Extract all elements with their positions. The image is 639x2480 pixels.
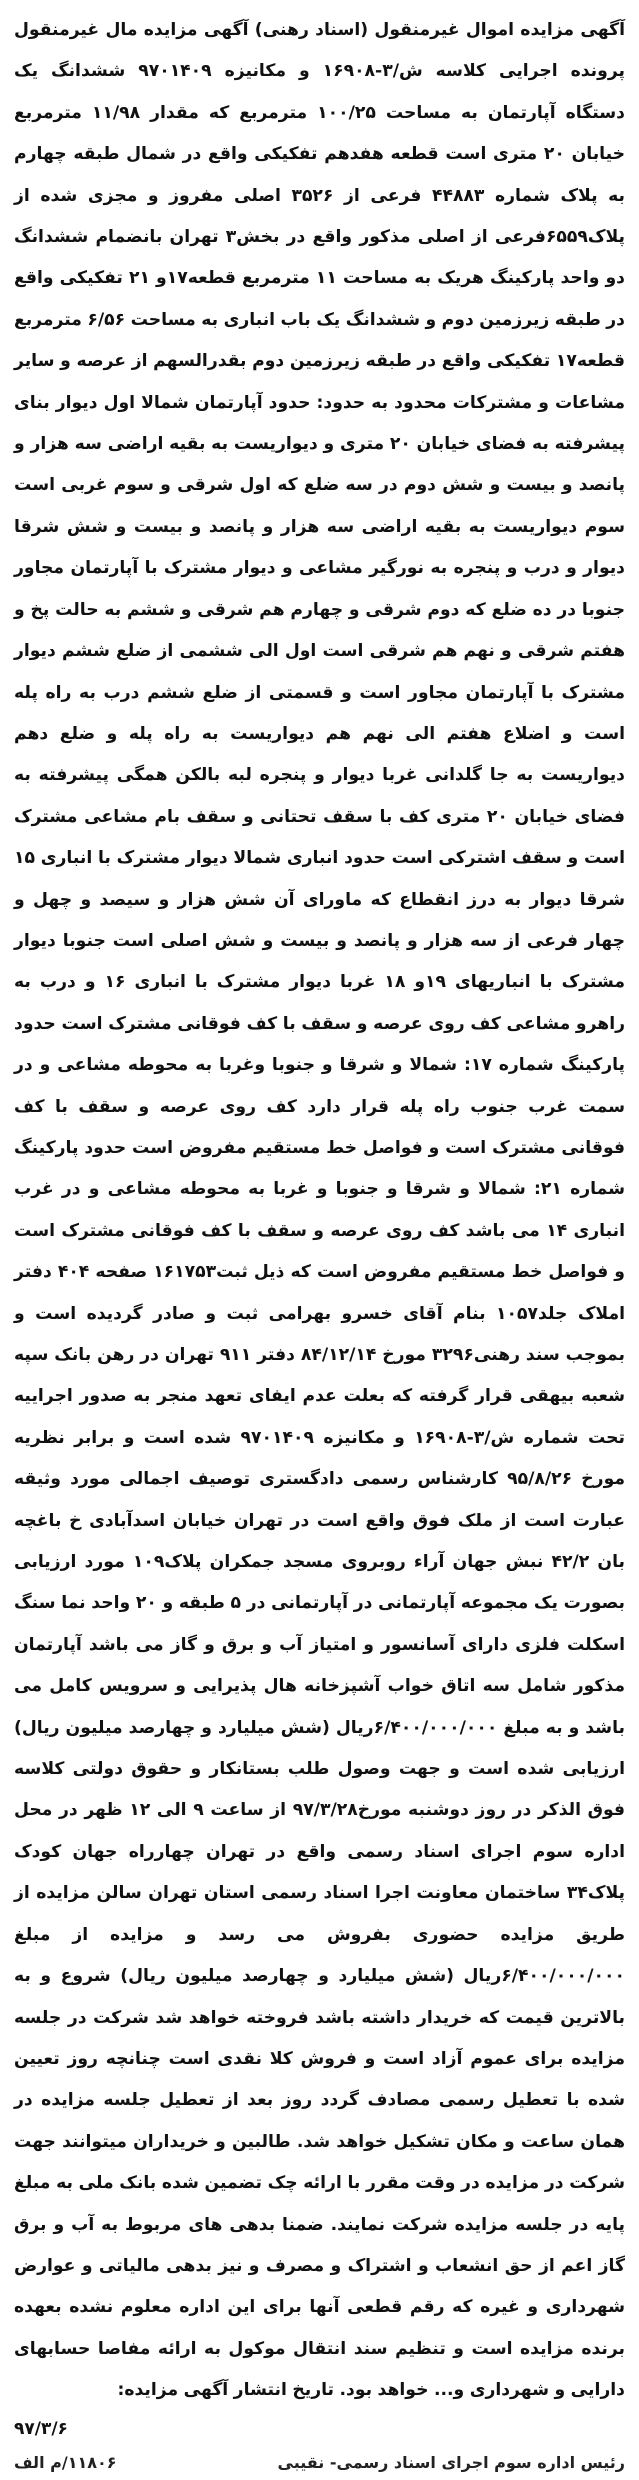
notice-footer [14, 2446, 625, 2480]
notice-body-text: آگهی مزایده اموال غیرمنقول (اسناد رهنی) آگهی مزایده مال غیرمنقول پرونده اجرایی کلاسه ش/۳-۱۶۹۰۸ و مکانیزه ۹۷۰۱۴۰۹ ششدانگ یک دستگاه آپارتمان به مساحت ۱۰۰/۲۵ مترمربع که مقدار ۱۱/۹۸ مترمربع خیابان ۲۰ متری است قطعه هفدهم تفکیکی واقع در شمال طبقه چهارم به پلاک شماره ۴۴۸۸۳ فرعی از ۳۵۲۶ اصلی مفروز و مجزی شده از پلاک۶۵۵۹فرعی از اصلی مذکور واقع در بخش۳ تهران بانضمام ششدانگ دو واحد پارکینگ هریک به مساحت ۱۱ مترمربع قطعه۱۷و ۲۱ تفکیکی واقع در طبقه زیرزمین دوم و ششدانگ یک باب انباری به مساحت ۶/۵۶ مترمربع قطعه۱۷ تفکیکی واقع در طبقه زیرزمین دوم بقدرالسهم از عرصه و سایر مشاعات و مشترکات محدود به حدود: حدود آپارتمان شمالا اول دیوار بنای پیشرفته به فضای خیابان ۲۰ متری و دیواریست به بقیه اراضی سه هزار و پانصد و بیست و شش دوم در سه ضلع که اول شرقی و سوم غربی است سوم دیواریست به بقیه اراضی سه هزار و پانصد و بیست و شش شرقا دیوار و درب و پنجره به نورگیر مشاعی و دیوار مشترک با آپارتمان مجاور جنوبا در ده ضلع که دوم شرقی و چهارم هم شرقی و ششم به حالت پخ و هفتم شرقی و نهم هم شرقی است اول الی ششمی از ضلع ششم دیوار مشترک با آپارتمان مجاور است و قسمتی از ضلع ششم درب به راه پله است و اضلاع هفتم الی نهم هم دیواریست به راه پله و ضلع دهم دیواریست به جا گلدانی غربا دیوار و پنجره لبه بالکن همگی پیشرفته به فضای خیابان ۲۰ متری کف با سقف تحتانی و سقف بام مشاعی مشترک است و سقف اشترکی است حدود انباری شمالا دیوار مشترک با انباری ۱۵ شرقا دیوار به درز انقطاع که ماورای آن شش هزار و سیصد و چهل و چهار فرعی از سه هزار و پانصد و بیست و شش اصلی است جنوبا دیوار مشترک با انباریهای ۱۹و ۱۸ غربا دیوار مشترک با انباری ۱۶ و درب به راهرو مشاعی کف روی عرصه و سقف با کف فوقانی مشترک است حدود پارکینگ شماره ۱۷: شمالا و شرقا و جنوبا وغربا به محوطه مشاعی و در سمت غرب جنوب راه پله قرار دارد کف روی عرصه و سقف با کف فوقانی مشترک است و فواصل خط مستقیم مفروض است حدود پارکینگ شماره ۲۱: شمالا و شرقا و جنوبا و غربا به محوطه مشاعی و در غرب انباری ۱۴ می باشد کف روی عرصه و سقف با کف فوقانی مشترک است و فواصل خط مستقیم مفروض است که ذیل ثبت۱۶۱۷۵۳ صفحه ۴۰۴ دفتر املاک جلد۱۰۵۷ بنام آقای خسرو بهرامی ثبت و صادر گردیده است و بموجب سند رهنی۳۲۹۶ مورخ ۸۴/۱۲/۱۴ دفتر ۹۱۱ تهران در رهن بانک سپه شعبه بیهقی قرار گرفته که بعلت عدم ایفای تعهد منجر به صدور اجراییه تحت شماره ش/۳-۱۶۹۰۸ و مکانیزه ۹۷۰۱۴۰۹ شده است و برابر نظریه مورخ ۹۵/۸/۲۶ کارشناس رسمی دادگستری توصیف اجمالی مورد وثیقه عبارت است از ملک فوق واقع است در تهران خیابان اسدآبادی خ باغچه بان ۴۲/۲ نبش جهان آراء روبروی مسجد جمکران پلاک۱۰۹ مورد ارزیابی بصورت یک مجموعه آپارتمانی در آپارتمانی در ۵ طبقه و ۲۰ واحد نما سنگ اسکلت فلزی دارای آسانسور و امتیاز آب و برق و گاز می باشد آپارتمان مذکور شامل سه اتاق خواب آشپزخانه هال پذیرایی و سرویس کامل می باشد و به مبلغ ۶/۴۰۰/۰۰۰/۰۰۰ریال (شش میلیارد و چهارصد میلیون ریال) ارزیابی شده است و جهت وصول طلب بستانکار و حقوق دولتی کلاسه فوق الذکر در روز دوشنبه مورخ۹۷/۳/۲۸ از ساعت ۹ الی ۱۲ ظهر در محل اداره سوم اجرای اسناد رسمی واقع در تهران چهارراه جهان کودک پلاک۳۴ ساختمان معاونت اجرا اسناد رسمی استان تهران سالن مزایده از طریق مزایده حضوری بفروش می رسد و مزایده از مبلغ ۶/۴۰۰/۰۰۰/۰۰۰ریال (شش میلیارد و چهارصد میلیون ریال) شروع و به بالاترین قیمت که خریدار داشته باشد فروخته خواهد شد شرکت در جلسه مزایده برای عموم آزاد است و فروش کلا نقدی است چنانچه روز تعیین شده با تعطیل رسمی مصادف گردد روز بعد از تعطیل جلسه مزایده در همان ساعت و مکان تشکیل خواهد شد. طالبین و خریداران میتوانند جهت شرکت در مزایده در وقت مقرر با ارائه چک تضمین شده بانک ملی به مبلغ پایه در جلسه مزایده شرکت نمایند. ضمنا بدهی های مربوط به آب و برق گاز اعم از حق انشعاب و اشتراک و مصرف و نیز بدهی مالیاتی و عوارض شهرداری و غیره که رقم قطعی آنها برای این اداره معلوم نشده بعهده برنده مزایده است و تنظیم سند انتقال موکول به ارائه مفاصا حسابهای دارایی و شهرداری و... خواهد بود. تاریخ انتشار آگهی مزایده: [13, 20, 626, 2401]
auction-notice [13, 10, 626, 2472]
notice-code: ۱۱۸۰۶/م الف [14, 2452, 117, 2472]
signature-line: رئیس اداره سوم اجرای اسناد رسمی- نقیبی [277, 2452, 625, 2472]
publication-date: ۹۷/۳/۶ [14, 2418, 68, 2439]
